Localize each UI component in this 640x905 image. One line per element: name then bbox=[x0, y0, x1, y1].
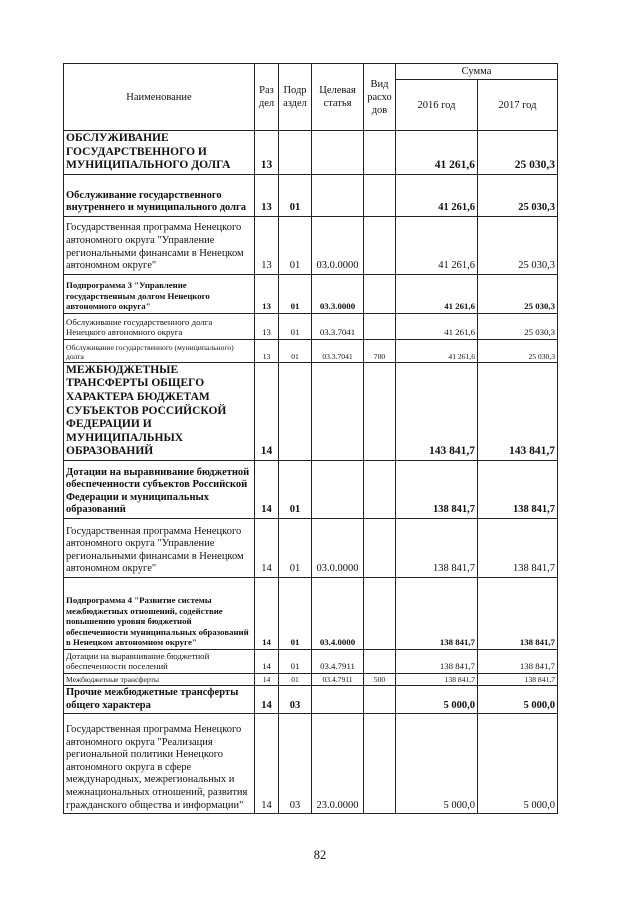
row-name: Межбюджетные трансферты bbox=[64, 673, 255, 685]
row-celevaya: 03.0.0000 bbox=[312, 216, 364, 274]
row-sum-2017: 25 030,3 bbox=[478, 339, 558, 362]
row-sum-2016: 138 841,7 bbox=[396, 460, 478, 518]
row-podrazdel: 01 bbox=[279, 649, 312, 673]
row-celevaya: 23.0.0000 bbox=[312, 714, 364, 814]
row-podrazdel: 01 bbox=[279, 174, 312, 216]
row-razdel: 14 bbox=[255, 577, 279, 649]
row-sum-2017: 138 841,7 bbox=[478, 518, 558, 577]
row-vid bbox=[364, 362, 396, 460]
row-razdel: 13 bbox=[255, 131, 279, 175]
row-razdel: 14 bbox=[255, 649, 279, 673]
row-sum-2017: 138 841,7 bbox=[478, 577, 558, 649]
row-podrazdel: 01 bbox=[279, 274, 312, 313]
table-row bbox=[64, 174, 558, 216]
budget-table bbox=[63, 63, 558, 814]
row-sum-2016: 143 841,7 bbox=[396, 362, 478, 460]
table-row bbox=[64, 685, 558, 713]
row-razdel: 13 bbox=[255, 216, 279, 274]
row-celevaya: 03.3.7041 bbox=[312, 339, 364, 362]
row-name: Подпрограмма 3 "Управление государственным долгом Ненецкого автономного округа" bbox=[64, 274, 255, 313]
row-name: ОБСЛУЖИВАНИЕ ГОСУДАРСТВЕННОГО И МУНИЦИПАЛЬНОГО ДОЛГА bbox=[64, 131, 255, 175]
row-razdel: 14 bbox=[255, 714, 279, 814]
row-name: Государственная программа Ненецкого автономного округа "Управление региональными финансами в Ненецком автономном округе" bbox=[64, 216, 255, 274]
row-sum-2016: 5 000,0 bbox=[396, 685, 478, 713]
row-sum-2016: 138 841,7 bbox=[396, 518, 478, 577]
table-row bbox=[64, 313, 558, 339]
row-name: Обслуживание государственного внутреннего и муниципального долга bbox=[64, 174, 255, 216]
row-sum-2016: 41 261,6 bbox=[396, 216, 478, 274]
row-podrazdel: 01 bbox=[279, 216, 312, 274]
row-sum-2017: 25 030,3 bbox=[478, 274, 558, 313]
row-razdel: 14 bbox=[255, 518, 279, 577]
row-sum-2017: 138 841,7 bbox=[478, 460, 558, 518]
row-sum-2016: 41 261,6 bbox=[396, 339, 478, 362]
row-vid bbox=[364, 131, 396, 175]
row-sum-2016: 41 261,6 bbox=[396, 174, 478, 216]
page-number: 82 bbox=[313, 848, 327, 862]
header-podrazdel: Подр аздел bbox=[279, 64, 312, 131]
header-razdel: Раз дел bbox=[255, 64, 279, 131]
row-vid bbox=[364, 518, 396, 577]
row-sum-2016: 41 261,6 bbox=[396, 274, 478, 313]
row-name: Государственная программа Ненецкого автономного округа "Управление региональными финансами в Ненецком автономном округе" bbox=[64, 518, 255, 577]
header-name: Наименование bbox=[64, 64, 255, 131]
header-2017: 2017 год bbox=[478, 80, 558, 131]
row-razdel: 13 bbox=[255, 339, 279, 362]
row-razdel: 14 bbox=[255, 362, 279, 460]
row-name: Обслуживание государственного долга Ненецкого автономного округа bbox=[64, 313, 255, 339]
table-row bbox=[64, 339, 558, 362]
row-celevaya: 03.3.0000 bbox=[312, 274, 364, 313]
table-row bbox=[64, 673, 558, 685]
row-sum-2016: 138 841,7 bbox=[396, 577, 478, 649]
row-sum-2017: 25 030,3 bbox=[478, 131, 558, 175]
row-vid bbox=[364, 649, 396, 673]
row-sum-2017: 143 841,7 bbox=[478, 362, 558, 460]
row-name: Подпрограмма 4 "Развитие системы межбюджетных отношений, содействие повышению уровня бюджетной обеспеченности муниципальных образований в Ненецком автономном округе" bbox=[64, 577, 255, 649]
row-celevaya: 03.4.0000 bbox=[312, 577, 364, 649]
header-vid: Вид расхо дов bbox=[364, 64, 396, 131]
row-celevaya bbox=[312, 460, 364, 518]
table-row bbox=[64, 274, 558, 313]
row-vid bbox=[364, 460, 396, 518]
table-row bbox=[64, 131, 558, 175]
row-razdel: 14 bbox=[255, 685, 279, 713]
row-sum-2017: 5 000,0 bbox=[478, 685, 558, 713]
row-vid bbox=[364, 714, 396, 814]
header-summa: Сумма bbox=[396, 64, 558, 80]
table-row bbox=[64, 216, 558, 274]
row-razdel: 13 bbox=[255, 313, 279, 339]
table-row bbox=[64, 649, 558, 673]
row-celevaya: 03.0.0000 bbox=[312, 518, 364, 577]
header-celevaya: Целевая статья bbox=[312, 64, 364, 131]
row-sum-2017: 25 030,3 bbox=[478, 174, 558, 216]
header-2016: 2016 год bbox=[396, 80, 478, 131]
row-vid bbox=[364, 685, 396, 713]
row-name: МЕЖБЮДЖЕТНЫЕ ТРАНСФЕРТЫ ОБЩЕГО ХАРАКТЕРА БЮДЖЕТАМ СУБЪЕКТОВ РОССИЙСКОЙ ФЕДЕРАЦИИ И МУНИЦИПАЛЬНЫХ ОБРАЗОВАНИЙ bbox=[64, 362, 255, 460]
row-vid: 700 bbox=[364, 339, 396, 362]
row-sum-2016: 41 261,6 bbox=[396, 313, 478, 339]
row-sum-2016: 5 000,0 bbox=[396, 714, 478, 814]
row-podrazdel: 01 bbox=[279, 577, 312, 649]
row-razdel: 13 bbox=[255, 274, 279, 313]
row-vid: 500 bbox=[364, 673, 396, 685]
row-podrazdel: 01 bbox=[279, 339, 312, 362]
table-row bbox=[64, 518, 558, 577]
row-vid bbox=[364, 577, 396, 649]
row-celevaya: 03.3.7041 bbox=[312, 313, 364, 339]
row-name: Дотации на выравнивание бюджетной обеспеченности поселений bbox=[64, 649, 255, 673]
row-podrazdel: 01 bbox=[279, 673, 312, 685]
row-sum-2017: 138 841,7 bbox=[478, 673, 558, 685]
row-celevaya bbox=[312, 362, 364, 460]
row-sum-2017: 138 841,7 bbox=[478, 649, 558, 673]
row-sum-2016: 41 261,6 bbox=[396, 131, 478, 175]
row-celevaya: 03.4.7911 bbox=[312, 649, 364, 673]
row-podrazdel bbox=[279, 362, 312, 460]
row-name: Дотации на выравнивание бюджетной обеспеченности субъектов Российской Федерации и муниципальных образований bbox=[64, 460, 255, 518]
row-vid bbox=[364, 313, 396, 339]
row-podrazdel: 01 bbox=[279, 460, 312, 518]
row-vid bbox=[364, 216, 396, 274]
row-razdel: 14 bbox=[255, 460, 279, 518]
row-podrazdel: 01 bbox=[279, 518, 312, 577]
row-name: Государственная программа Ненецкого автономного округа "Реализация региональной политики Ненецкого автономного округа в сфере международных, межрегиональных и межнациональных отношений, развития гражданского общества и информации" bbox=[64, 714, 255, 814]
table-row bbox=[64, 362, 558, 460]
row-sum-2016: 138 841,7 bbox=[396, 673, 478, 685]
table-row bbox=[64, 577, 558, 649]
row-celevaya bbox=[312, 131, 364, 175]
row-razdel: 14 bbox=[255, 673, 279, 685]
row-vid bbox=[364, 274, 396, 313]
row-sum-2017: 25 030,3 bbox=[478, 313, 558, 339]
row-sum-2017: 25 030,3 bbox=[478, 216, 558, 274]
row-name: Прочие межбюджетные трансферты общего характера bbox=[64, 685, 255, 713]
table-row bbox=[64, 714, 558, 814]
row-vid bbox=[364, 174, 396, 216]
row-podrazdel: 01 bbox=[279, 313, 312, 339]
row-name: Обслуживание государственного (муниципального) долга bbox=[64, 339, 255, 362]
row-podrazdel: 03 bbox=[279, 714, 312, 814]
row-sum-2016: 138 841,7 bbox=[396, 649, 478, 673]
row-podrazdel bbox=[279, 131, 312, 175]
row-celevaya bbox=[312, 174, 364, 216]
row-sum-2017: 5 000,0 bbox=[478, 714, 558, 814]
row-podrazdel: 03 bbox=[279, 685, 312, 713]
row-razdel: 13 bbox=[255, 174, 279, 216]
row-celevaya bbox=[312, 685, 364, 713]
row-celevaya: 03.4.7911 bbox=[312, 673, 364, 685]
table-row bbox=[64, 460, 558, 518]
